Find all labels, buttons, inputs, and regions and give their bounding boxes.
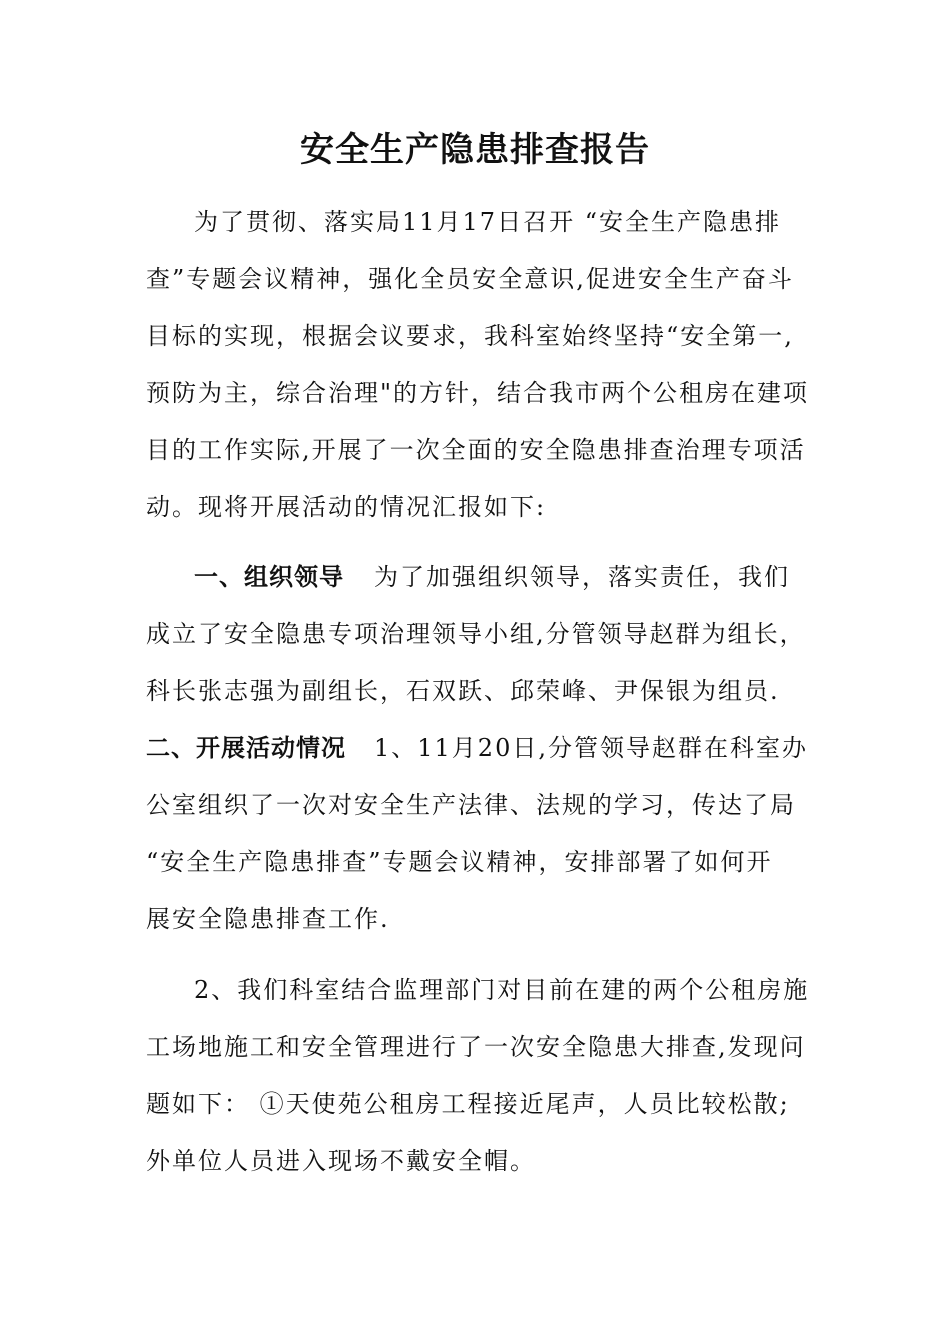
- section2-line: “安全生产隐患排查”专题会议精神，安排部署了如何开: [146, 848, 773, 876]
- section1-text: 为了加强组织领导，落实责任，我们: [374, 563, 790, 591]
- item2-line: 工场地施工和安全管理进行了一次安全隐患大排查,发现问: [146, 1033, 806, 1061]
- section2-line: 展安全隐患排查工作.: [146, 905, 390, 933]
- item2-line: 外单位人员进入现场不戴安全帽。: [146, 1147, 536, 1175]
- intro-line: 为了贯彻、落实局11月17日召开 “安全生产隐患排: [194, 208, 781, 236]
- section2-heading: 二、开展活动情况: [146, 734, 346, 762]
- section1-line: 科长张志强为副组长，石双跃、邱荣峰、尹保银为组员.: [146, 677, 780, 705]
- item2-line: 2、我们科室结合监理部门对目前在建的两个公租房施: [194, 976, 810, 1004]
- section2-text: 1、11月20日,分管领导赵群在科室办: [374, 734, 808, 762]
- section1-line: 成立了安全隐患专项治理领导小组,分管领导赵群为组长，: [146, 620, 806, 648]
- intro-line: 动。现将开展活动的情况汇报如下:: [146, 493, 547, 521]
- section2-first-line: [146, 728, 826, 768]
- intro-line: 目的工作实际,开展了一次全面的安全隐患排查治理专项活: [146, 436, 806, 464]
- intro-line: 目标的实现，根据会议要求，我科室始终坚持“安全第一,: [146, 322, 794, 350]
- item2-line: 题如下： ①天使苑公租房工程接近尾声，人员比较松散;: [146, 1090, 790, 1118]
- section1-first-line: [194, 557, 826, 597]
- intro-line: 预防为主，综合治理"的方针，结合我市两个公租房在建项: [146, 379, 810, 407]
- section2-line: 公室组织了一次对安全生产法律、法规的学习，传达了局: [146, 791, 796, 819]
- intro-line: 查”专题会议精神，强化全员安全意识,促进安全生产奋斗: [146, 265, 794, 293]
- section1-heading: 一、组织领导: [194, 563, 344, 591]
- document-title: 安全生产隐患排查报告: [300, 130, 650, 170]
